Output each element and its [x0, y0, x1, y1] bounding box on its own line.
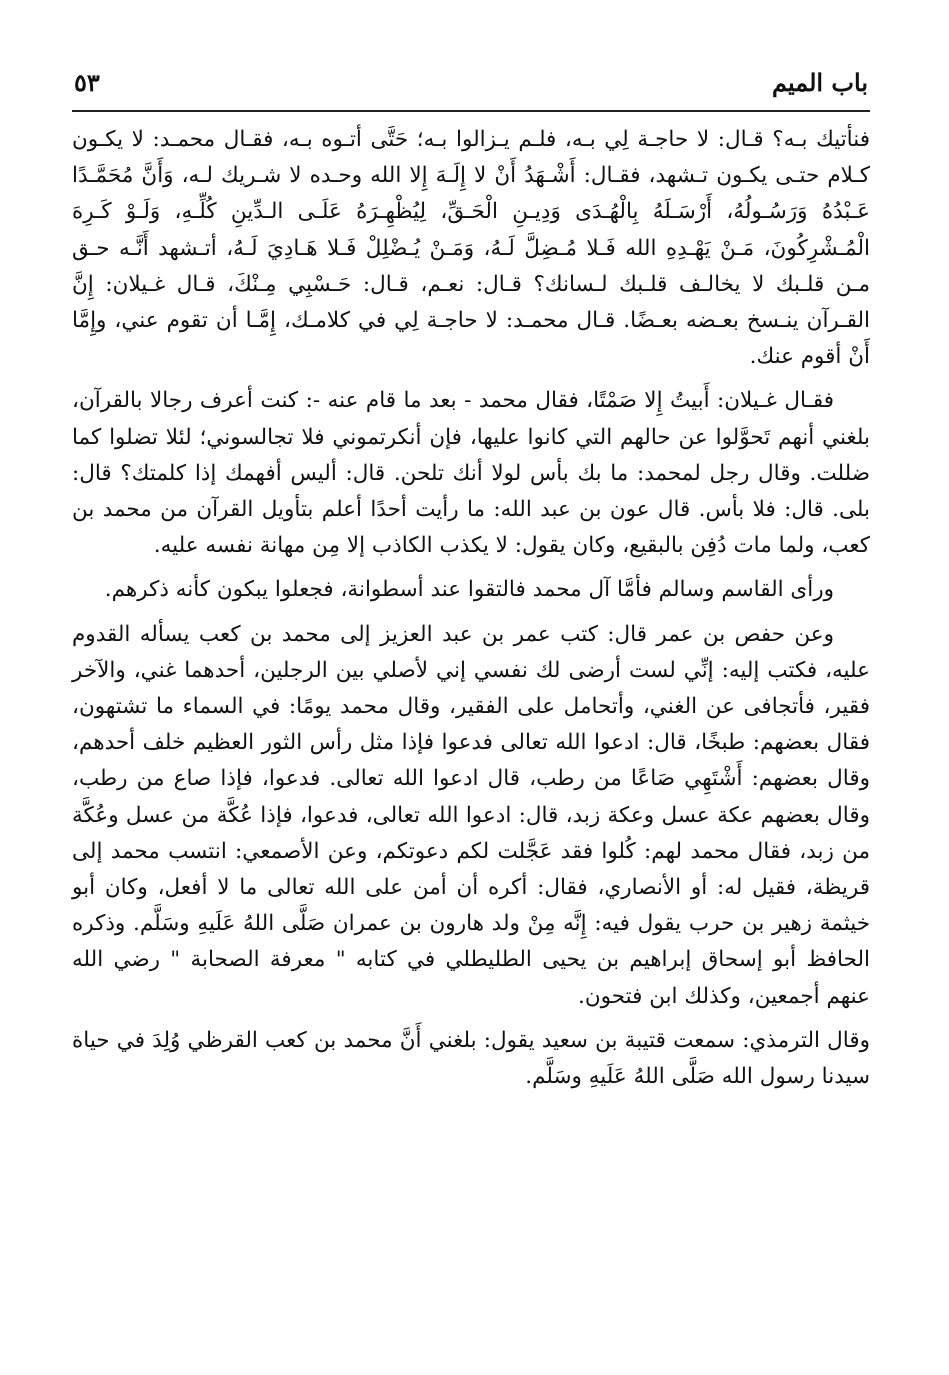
paragraph-5: وقال الترمذي: سمعت قتيبة بن سعيد يقول: بلغني أَنَّ محمد بن كعب القرظي وُلِدَ في حياة سيدنا رسول الله صَلَّى اللهُ عَلَيهِ وسَلَّم.: [72, 1027, 870, 1090]
paragraph-2: فقـال غـيلان: أَبيتُ إِلا صَمْتًا، فقال محمد - بعد ما قام عنه -: كنت أعرف رجالا بالقرآن، بلغني أنهم تَحوَّلوا عن حالهم التي كانوا عليها، فإن أنكرتموني فلا تجالسوني؛ لئلا تضلوا كما ضللت. وقال رجل لمحمد: ما بك بأس لولا أنك تلحن. قال: أليس أفهمك إذا كلمتك؟ قال: بلى. قال: فلا بأس. قال عون بن عبد الله: ما رأيت أحدًا أعلم بتأويل القرآن من محمد بن كعب، ولما مات دُفِن بالبقيع، وكان يقول: لا يكذب الكاذب إلا مِن مهانة نفسه عليه.: [72, 388, 870, 559]
page-header: [74, 64, 868, 108]
paragraph-4: وعن حفص بن عمر قال: كتب عمر بن عبد العزيز إلى محمد بن كعب يسأله القدوم عليه، فكتب إليه: إنِّي لست أرضى لك نفسي إني لأصلي بين الرجلين، أحدهما غني، والآخر فقير، فأتجافى عن الغني، وأتحامل على الفقير، وقال محمد يومًا: في السماء ما تشتهون، فقال بعضهم: طبخًا، قال: ادعوا الله تعالى فدعوا فإذا مثل رأس الثور العظيم خلف أحدهم، وقال بعضهم: أَشْتَهِي صَاعًا من رطب، قال ادعوا الله تعالى. فدعوا، فإذا صاع من رطب، وقال بعضهم عكة عسل وعكة زبد، قال: ادعوا الله تعالى، فدعوا، فإذا عُكَّة من عسل وعُكَّة من زبد، فقال محمد لهم: كُلوا فقد عَجَّلت لكم دعوتكم، وعن الأصمعي: انتسب محمد إلى قريظة، فقيل له: أو الأنصاري، فقال: أكره أن أمن على الله تعالى ما لا أفعل، وكان أبو خيثمة زهير بن حرب يقول فيه: إِنَّه مِنْ ولد هارون بن عمران صَلَّى اللهُ عَلَيهِ وسَلَّم. وذكره الحافظ أبو إسحاق إبراهيم بن يحيى الطليطلي في كتابه " معرفة الصحابة " رضي الله عنهم أجمعين، وكذلك ابن فتحون.: [72, 621, 870, 1009]
paragraph-1: فنأتيك بـه؟ قـال: لا حاجـة لِي بـه، فلـم يـزالوا بـه؛ حَتَّى أتـوه بـه، فقـال محمـد: لا يكـون كـلام حتـى يكـون تـشهد، فقـال: أَشْـهَدُ أَنْ لا إِلَـهَ إِلا الله وحـده لا شـريك لـه، وَأَنَّ مُحَمَّـدًا عَـبْدُهُ وَرَسُـولُهُ، أَرْسَـلَهُ بِالْهُـدَى وَدِيـنِ الْحَـقِّ، لِيُظْهِـرَهُ عَلَـى الـدِّينِ كُلِّـهِ، وَلَـوْ كَـرِهَ الْمُـشْرِكُونَ، مَـنْ يَهْـدِهِ الله فَـلا مُـضِلَّ لَـهُ، وَمَـنْ يُـضْلِلْ فَـلا هَـادِيَ لَـهُ، أتـشهد أَنَّـه حـق مـن قلـبك لا يخالـف قلـبك لـسانك؟ قـال: نعـم، قـال: حَـسْبِي مِـنْكَ، قـال غـيلان: إِنَّ القـرآن ينـسخ بعـضه بعـضًا. قـال محمـد: لا حاجـة لِي في كلامـك، إِمَّـا أن تقوم عني، وإِمَّا أَنْ أقوم عنك.: [72, 127, 870, 370]
header-rule: [72, 110, 870, 112]
page-body: [72, 122, 870, 1103]
chapter-title: باب الميم: [771, 68, 868, 97]
page-number: ٥٣: [74, 68, 100, 97]
paragraph-3: ورأى القاسم وسالم فأمَّا آل محمد فالتقوا عند أسطوانة، فجعلوا يبكون كأنه ذكرهم.: [104, 577, 834, 603]
